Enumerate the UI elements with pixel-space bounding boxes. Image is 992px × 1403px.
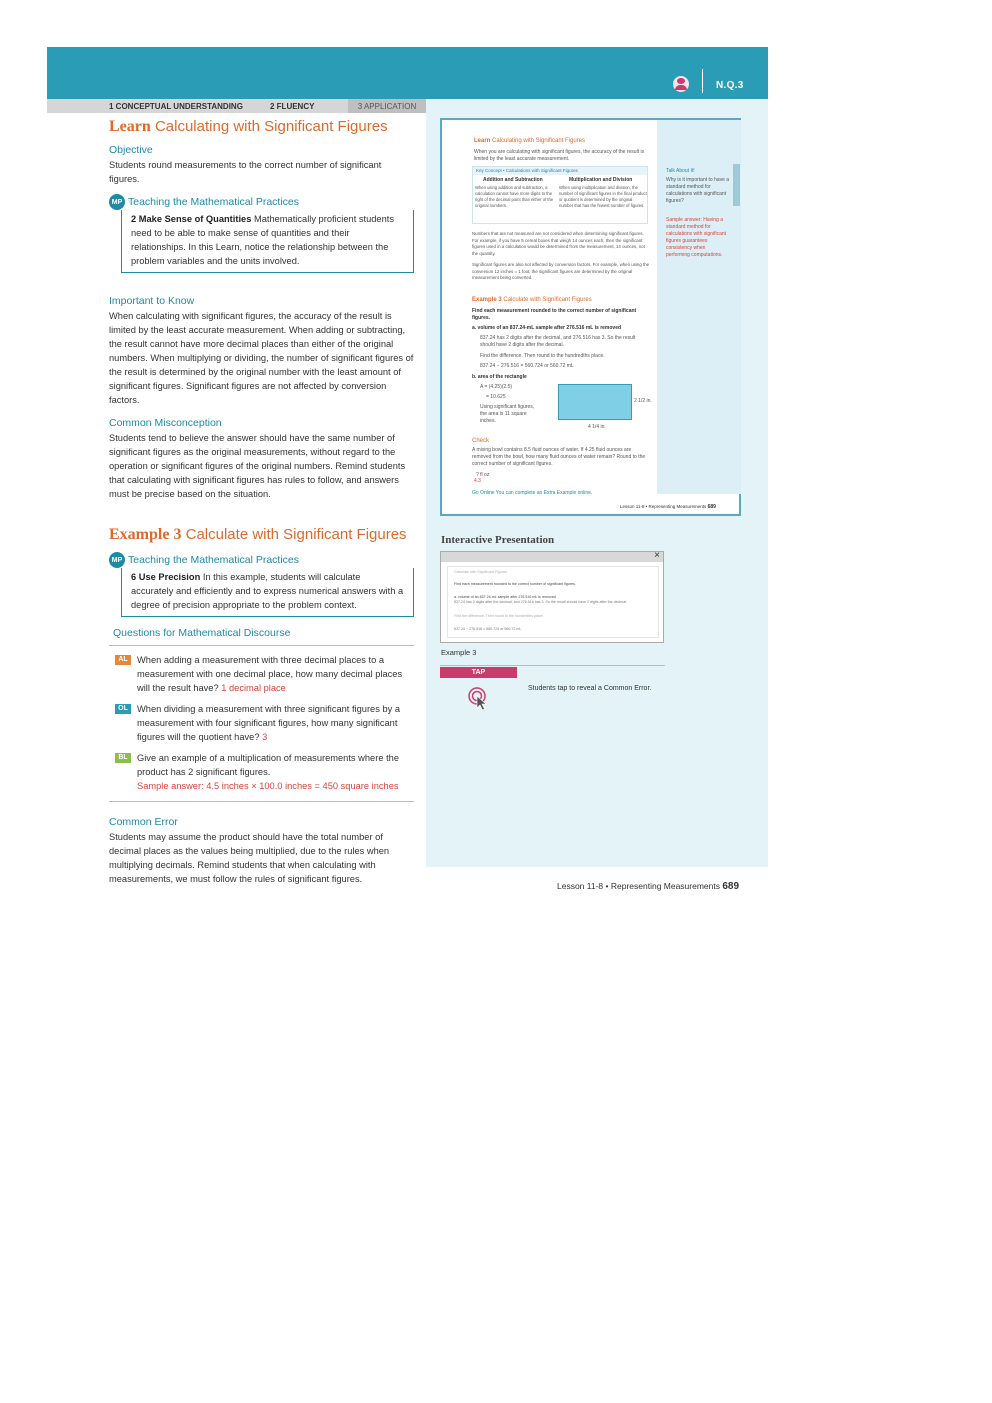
thumb-footer: Lesson 11-8 • Representing Measurements 689 — [620, 504, 716, 510]
slide-line-1: Calculate with Significant Figures — [454, 570, 507, 574]
thumb-rectangle-figure — [558, 384, 632, 420]
thumb-example-part-b: b. area of the rectangle — [472, 374, 527, 380]
thumb-talk-question: Why is it important to have a standard method for calculations with significant figures? — [666, 177, 730, 204]
thumb-example-a-step-2: Find the difference. Then round to the hundredths place. — [480, 353, 605, 359]
mp-icon: MP — [109, 194, 125, 210]
example-label: Example 3 — [109, 526, 182, 543]
badge-on-level: OL — [115, 704, 131, 714]
learn-title: Calculating with Significant Figures — [154, 118, 388, 135]
tap-badge: TAP — [440, 667, 517, 678]
thumb-example-a-step-3: 837.24 − 276.516 = 560.724 or 560.72 mL — [480, 363, 574, 369]
window-title-bar — [441, 552, 663, 562]
page-footer — [557, 881, 739, 892]
question-text: When adding a measurement with three decimal places to a measurement with one decimal place, how many decimal places will the result have? — [137, 655, 403, 693]
question-text: Give an example of a multiplication of measurements where the product has 2 significant figures. — [137, 753, 399, 777]
presentation-slide — [447, 566, 659, 638]
mp-heading-text: Teaching the Mathematical Practices — [128, 554, 299, 566]
interactive-example-label: Example 3 — [441, 648, 477, 657]
close-icon[interactable]: × — [654, 550, 660, 561]
mp-practice-name: 6 Use Precision — [131, 572, 201, 582]
kc-col-1-text: When using addition and subtraction, a calculation cannot have more digits to the right of the decimal point than either of the original numbers. — [475, 185, 554, 208]
mp-heading-example — [109, 552, 414, 568]
thumb-example-heading: Example 3 Calculate with Significant Figures — [472, 297, 592, 303]
kc-col-2-text: When using multiplication and division, the number of significant figures in the final product or quotient is determined by the original number that has the fewest number of figures. — [559, 185, 647, 208]
thumb-talk-answer: Sample answer: Having a standard method for calculations with significant figures guarantees consistency when performing computations. — [666, 217, 727, 258]
kc-col-1-head: Addition and Subtraction — [483, 177, 543, 183]
kc-col-2-head: Multiplication and Division — [569, 177, 633, 183]
student-page-thumbnail — [440, 118, 741, 516]
mp-box-learn — [121, 210, 414, 273]
thumb-go-online: Go Online You can complete an Extra Example online. — [472, 490, 593, 496]
thumb-check-heading: Check — [472, 438, 490, 444]
group-icon — [673, 76, 689, 92]
standard-code: N.Q.3 — [716, 80, 744, 91]
thumb-example-b-step-2: = 10.625 — [486, 394, 506, 400]
mp-practice-text: In this example, students will calculate accurately and efficiently and to express numerical answers with a degree of precision appropriate to the problem context. — [131, 572, 404, 610]
question-answer: 3 — [262, 732, 268, 742]
level-tabs — [47, 99, 426, 113]
thumb-example-a-step-1: 837.24 has 2 digits after the decimal, and 276.516 has 3. So the result should have 2 digits after the decimal. — [480, 335, 636, 348]
slide-line-6: 837.24 − 276.516 = 560.724 or 560.72 mL — [454, 627, 522, 631]
badge-approaching-level: AL — [115, 655, 131, 665]
thumb-example-task: Find each measurement rounded to the correct number of significant figures. — [472, 308, 637, 321]
thumb-check-answer: ? fl oz — [476, 472, 490, 478]
learn-label: Learn — [109, 118, 151, 135]
mp-practice-name: 2 Make Sense of Quantities — [131, 214, 252, 224]
example-title: Calculate with Significant Figures — [185, 526, 407, 543]
badge-beyond-level: BL — [115, 753, 131, 763]
common-error-text: Students may assume the product should have the total number of decimal places as the values being multiplied, due to the rules when multiplying decimals. Remind students that when calculating with measurements, we must follow the rules of significant figures. — [109, 832, 390, 884]
discourse-questions-heading: Questions for Mathematical Discourse — [113, 627, 291, 639]
thumb-key-concept-heading: Key Concept • Calculations with Significant Figures — [473, 167, 647, 175]
slide-line-5: Find the difference. Then round to the hundredths place. — [454, 614, 544, 618]
question-item-al — [109, 653, 414, 695]
learn-heading — [109, 117, 414, 136]
slide-line-3: a. volume of an 837.24-mL sample after 276.516 mL is removed — [454, 595, 556, 599]
thumbnail-scrollbar — [733, 164, 740, 206]
tab-fluency: 2 FLUENCY — [270, 102, 315, 111]
thumb-example-b-step-1: A = (4.25)(2.5) — [480, 384, 513, 390]
example-heading — [109, 525, 414, 544]
common-misconception-text: Students tend to believe the answer should have the same number of significant figures as the original measurements, without regard to the operation or significant figures of the original numbers. Remind students that calculating with significant figures has rules to follow, and answers must be precise based on the situation. — [109, 433, 406, 499]
common-error-heading: Common Error — [109, 816, 178, 828]
thumb-check-value: 4.3 — [474, 478, 481, 484]
footer-title: • Representing Measurements — [603, 881, 723, 891]
footer-page-number: 689 — [722, 881, 740, 892]
question-text: When dividing a measurement with three significant figures by a measurement with four significant figures, how many significant figures will the quotient have? — [137, 704, 401, 742]
objective-heading: Objective — [109, 144, 153, 156]
header-banner — [47, 47, 768, 99]
tap-description: Students tap to reveal a Common Error. — [528, 685, 652, 692]
footer-lesson: Lesson 11-8 — [557, 881, 604, 891]
thumb-rectangle-width: 4 1/4 in. — [588, 424, 606, 430]
mp-heading-text: Teaching the Mathematical Practices — [128, 196, 299, 208]
slide-line-2: Find each measurement rounded to the correct number of significant figures. — [454, 582, 576, 586]
important-to-know-text: When calculating with significant figures, the accuracy of the result is limited by the least accurate measurement. When adding or subtracting, the result cannot have more decimal places than either of the original numbers. When multiplying or dividing, the number of significant figures of the result is determined by the original number with the least amount of significant figures. Significant figures are not affected by conversion factors. — [109, 311, 414, 405]
important-to-know-heading: Important to Know — [109, 295, 195, 307]
thumb-paragraph-1: Numbers that are not measured are not considered when determining significant figures. For example, if you have 5 cereal boxes that weigh 14 ounces each, then the significant figures used in a calculation would be determined from the measurement, 14 ounces, not the quantity. — [472, 231, 645, 256]
question-answer: Sample answer: 4.5 inches × 100.0 inches = 450 square inches — [137, 781, 399, 791]
question-answer: 1 decimal place — [221, 683, 286, 693]
thumb-check-text: A mixing bowl contains 8.5 fluid ounces of water. If 4.25 fluid ounces are removed from the bowl, how many fluid ounces of water remain? Round to the correct number of significant figures. — [472, 447, 646, 467]
mp-heading-learn — [109, 194, 414, 210]
thumb-rectangle-height: 2 1/2 in. — [634, 398, 652, 404]
thumb-example-part-a: a. volume of an 837.24-mL sample after 276.516 mL is removed — [472, 325, 622, 331]
slide-line-4: 837.24 has 2 digits after the decimal, and 276.516 has 3. So the result should have 2 digits after the decimal. — [454, 600, 628, 604]
mp-practice-text: Mathematically proficient students need to be able to make sense of quantities and their relationships. In this Learn, notice the relationship between the problem variables and the units involved. — [131, 214, 395, 266]
thumb-example-b-step-3: Using significant figures, the area is 11 square inches. — [480, 404, 535, 424]
teacher-notes-column — [109, 117, 414, 886]
thumb-paragraph-2: Significant figures are also not affected by conversion factors. For example, when using the conversion 12 inches = 1 foot, the significant figures are determined by the original measurement being converted. — [472, 262, 650, 280]
interactive-presentation-window[interactable] — [440, 551, 664, 643]
mp-box-example — [121, 568, 414, 617]
tap-pointer-icon — [467, 686, 493, 712]
thumb-intro: When you are calculating with significant figures, the accuracy of the result is limited by the least accurate measurement. — [474, 149, 645, 162]
banner-divider — [702, 69, 703, 93]
objective-text: Students round measurements to the correct number of significant figures. — [109, 160, 382, 184]
thumb-talk-heading: Talk About It! — [666, 168, 695, 174]
thumb-learn-heading: Learn Calculating with Significant Figures — [474, 138, 586, 144]
thumb-key-concept — [472, 166, 648, 224]
tab-application: 3 APPLICATION — [348, 99, 426, 113]
common-misconception-heading: Common Misconception — [109, 417, 222, 429]
question-item-bl — [109, 751, 414, 793]
question-item-ol — [109, 702, 414, 744]
mp-icon: MP — [109, 552, 125, 568]
interactive-presentation-title: Interactive Presentation — [441, 534, 555, 546]
tab-conceptual-understanding: 1 CONCEPTUAL UNDERSTANDING — [109, 102, 243, 111]
